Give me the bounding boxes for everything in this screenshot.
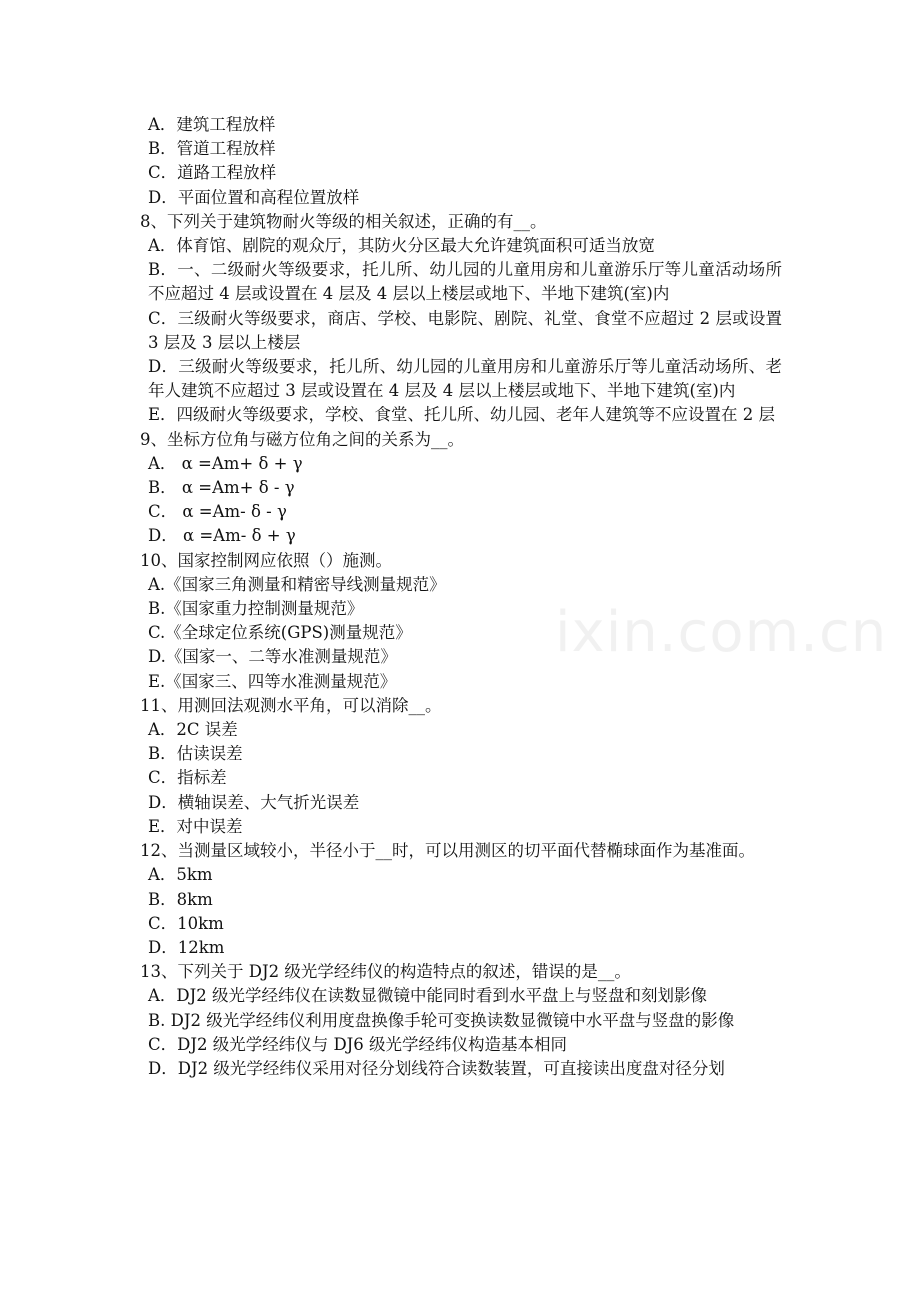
answer-option: D．12km	[148, 937, 225, 957]
answer-option: D．三级耐火等级要求，托儿所、幼儿园的儿童用房和儿童游乐厅等儿童活动场所、老年人建筑不应超过 3 层或设置在 4 层及 4 层以上楼层或地下、半地下建筑(室)内	[148, 357, 782, 401]
watermark: ixin.com.cn	[555, 600, 888, 665]
answer-option: D．DJ2 级光学经纬仪采用对径分划线符合读数装置，可直接读出度盘对径分划	[148, 1058, 725, 1078]
answer-option: B．管道工程放样	[148, 139, 276, 159]
answer-option: D．平面位置和高程位置放样	[148, 187, 360, 207]
answer-option: A．体育馆、剧院的观众厅，其防火分区最大允许建筑面积可适当放宽	[148, 236, 655, 256]
answer-option: B． α =Am+ δ - γ	[148, 478, 295, 498]
question-text: 13、下列关于 DJ2 级光学经纬仪的构造特点的叙述，错误的是__。	[140, 962, 631, 982]
question-text: 10、国家控制网应依照（）施测。	[140, 550, 392, 570]
answer-option: A．DJ2 级光学经纬仪在读数显微镜中能同时看到水平盘上与竖盘和刻划影像	[148, 986, 708, 1006]
answer-option: C．指标差	[148, 768, 227, 788]
answer-option: B. DJ2 级光学经纬仪利用度盘换像手轮可变换读数显微镜中水平盘与竖盘的影像	[148, 1010, 735, 1030]
answer-option: C．道路工程放样	[148, 163, 277, 183]
question-list	[140, 113, 782, 1081]
question-text: 8、下列关于建筑物耐火等级的相关叙述，正确的有__。	[140, 211, 547, 231]
answer-option: D． α =Am- δ + γ	[148, 526, 296, 546]
answer-option: D.《国家一、二等水准测量规范》	[148, 647, 397, 667]
answer-option: C． α =Am- δ - γ	[148, 502, 287, 522]
answer-option: B.《国家重力控制测量规范》	[148, 599, 364, 619]
answer-option: C．10km	[148, 913, 224, 933]
answer-option: C．三级耐火等级要求，商店、学校、电影院、剧院、礼堂、食堂不应超过 2 层或设置 3 层及 3 层以上楼层	[148, 308, 782, 352]
question-text: 9、坐标方位角与磁方位角之间的关系为__。	[140, 429, 464, 449]
question-text: 12、当测量区域较小，半径小于__时，可以用测区的切平面代替椭球面作为基准面。	[140, 841, 755, 861]
answer-option: C．DJ2 级光学经纬仪与 DJ6 级光学经纬仪构造基本相同	[148, 1034, 568, 1054]
answer-option: B．一、二级耐火等级要求，托儿所、幼儿园的儿童用房和儿童游乐厅等儿童活动场所不应超过 4 层或设置在 4 层及 4 层以上楼层或地下、半地下建筑(室)内	[148, 260, 782, 304]
answer-option: D．横轴误差、大气折光误差	[148, 792, 360, 812]
answer-option: B．8km	[148, 889, 213, 909]
answer-option: A． α =Am+ δ + γ	[148, 453, 303, 473]
answer-option: A．建筑工程放样	[148, 115, 276, 134]
answer-option: A.《国家三角测量和精密导线测量规范》	[148, 574, 446, 594]
answer-option: A．2C 误差	[148, 720, 238, 740]
answer-option: A．5km	[148, 865, 213, 885]
answer-option: E．对中误差	[148, 816, 243, 836]
answer-option: C.《全球定位系统(GPS)测量规范》	[148, 623, 412, 643]
answer-option: B．估读误差	[148, 744, 243, 764]
answer-option: E.《国家三、四等水准测量规范》	[148, 671, 397, 691]
question-text: 11、用测回法观测水平角，可以消除__。	[140, 695, 442, 715]
answer-option: E．四级耐火等级要求，学校、食堂、托儿所、幼儿园、老年人建筑等不应设置在 2 层	[148, 405, 776, 425]
